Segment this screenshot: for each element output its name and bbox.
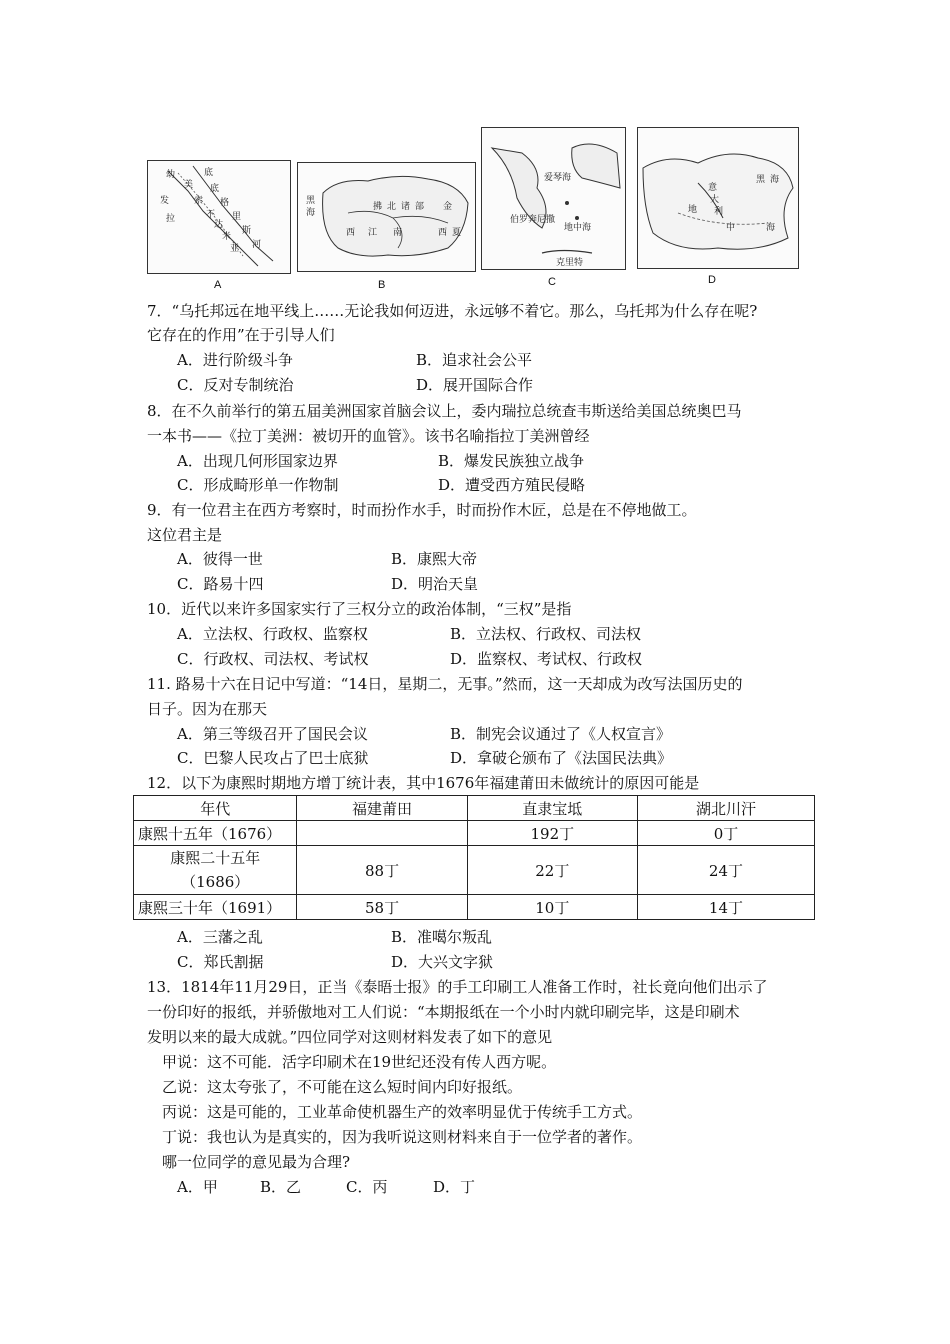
map-d-roman-empire [637,127,799,269]
map-a-mesopotamia [147,160,291,274]
q12-option-c[interactable]: C．郑氏割据 [177,953,264,971]
map-a-text-9: 亚 [230,244,240,254]
map-a-text-5: 索 [194,196,204,206]
table-cell: 10丁 [467,895,637,920]
q7-stem-line1: 7．“乌托邦远在地平线上……无论我如何迈进，永远够不着它。那么，乌托邦为什么存在呢? [147,302,758,320]
q7-option-a[interactable]: A．进行阶级斗争 [177,351,293,369]
map-c-text-3: 克里特 [556,258,584,268]
q7-option-c[interactable]: C．反对专制统治 [177,376,294,394]
map-b-text-10: 西 [438,228,448,238]
q10-option-b[interactable]: B．立法权、行政权、司法权 [450,625,642,643]
map-a-text-0: 幼 [166,170,176,180]
map-a-text-4: 美 [184,180,194,190]
map-a-text-13: 斯 [242,226,252,236]
map-d-text-5: 地 [688,205,698,215]
map-b-text-5: 部 [415,202,425,212]
table-cell: 192丁 [467,821,637,846]
map-b-text-2: 拂 [373,202,383,212]
map-a-label: A [214,279,222,291]
map-d-label: D [708,274,716,286]
q11-option-b[interactable]: B．制宪会议通过了《人权宣言》 [450,725,672,743]
q9-option-c[interactable]: C．路易十四 [177,575,264,593]
map-a-text-11: 格 [220,198,230,208]
q12-option-d[interactable]: D．大兴文字狱 [391,953,494,971]
q11-option-a[interactable]: A．第三等级召开了国民会议 [177,725,368,743]
map-c-text-1: 伯罗奔尼撒 [510,215,556,225]
q13-question: 哪一位同学的意见最为合理? [162,1153,351,1171]
map-b-text-1: 海 [306,208,316,218]
q10-option-c[interactable]: C．行政权、司法权、考试权 [177,650,369,668]
map-b-text-8: 江 [368,228,378,238]
q12-stem: 12．以下为康熙时期地方增丁统计表，其中1676年福建莆田未做统计的原因可能是 [147,774,700,792]
map-d-text-3: 黑 [756,175,766,185]
q8-option-b[interactable]: B．爆发民族独立战争 [438,452,585,470]
map-b-song-liao-xia [297,162,476,272]
table-cell: 88丁 [297,846,467,895]
map-b-text-9: 南 [393,228,403,238]
table-cell: 0丁 [637,821,814,846]
map-d-text-7: 海 [766,223,776,233]
q13-option-c[interactable]: C．丙 [346,1178,388,1196]
map-a-text-3: 底 [204,168,214,178]
table-cell: 24丁 [637,846,814,895]
map-a-text-1: 发 [160,196,170,206]
table-cell-year: 康熙十五年（1676） [134,821,297,846]
q11-stem-line2: 日子。因为在那天 [147,700,268,718]
table-header-cell: 湖北川汗 [637,796,814,821]
q13-opinion-bing: 丙说：这是可能的，工业革命使机器生产的效率明显优于传统手工方式。 [162,1103,643,1121]
map-b-text-7: 西 [346,228,356,238]
map-c-text-0: 爱琴海 [544,173,572,183]
q7-option-d[interactable]: D．展开国际合作 [416,376,534,394]
q13-option-a[interactable]: A．甲 [177,1178,218,1196]
map-c-greece [481,127,626,270]
q8-stem-line1: 8．在不久前举行的第五届美洲国家首脑会议上，委内瑞拉总统查韦斯送给美国总统奥巴马 [147,402,742,420]
map-d-drawing [638,128,798,268]
q11-stem-line1: 11. 路易十六在日记中写道：“14日，星期二，无事。”然而，这一天却成为改写法国历史的 [147,675,743,693]
q9-stem-line1: 9．有一位君主在西方考察时，时而扮作水手，时而扮作木匠，总是在不停地做工。 [147,501,697,519]
q12-option-a[interactable]: A．三藩之乱 [177,928,263,946]
q8-option-d[interactable]: D．遭受西方殖民侵略 [438,476,586,494]
map-a-text-6: 不 [206,210,216,220]
table-row [134,846,815,895]
map-b-text-11: 夏 [452,228,462,238]
map-a-text-12: 里 [232,212,242,222]
q9-option-d[interactable]: D．明治天皇 [391,575,479,593]
map-a-text-10: 底 [210,184,220,194]
map-a-text-14: 河 [252,240,262,250]
table-cell-year: 康熙三十年（1691） [134,895,297,920]
table-header-cell: 福建莆田 [297,796,467,821]
q13-stem-line1: 13．1814年11月29日，正当《泰晤士报》的手工印刷工人准备工作时，社长竟向他们出示了 [147,978,768,996]
q11-option-c[interactable]: C．巴黎人民攻占了巴士底狱 [177,749,369,767]
q13-stem-line2: 一份印好的报纸，并骄傲地对工人们说：“本期报纸在一个小时内就印刷完毕，这是印刷术 [147,1003,740,1021]
map-d-text-6: 中 [726,223,736,233]
q9-option-b[interactable]: B．康熙大帝 [391,550,478,568]
ding-statistics-table [133,795,815,920]
table-header-cell: 直隶宝坻 [467,796,637,821]
table-row [134,821,815,846]
table-cell-year [134,846,297,895]
table-cell-year-line1: 康熙二十五年 [170,849,261,867]
q10-option-a[interactable]: A．立法权、行政权、监察权 [177,625,368,643]
map-a-text-2: 拉 [166,214,176,224]
q9-stem-line2: 这位君主是 [147,526,223,544]
map-b-text-4: 诸 [401,202,411,212]
map-a-drawing [148,161,290,273]
map-c-drawing [482,128,625,269]
q12-option-b[interactable]: B．准噶尔叛乱 [391,928,493,946]
table-cell: 58丁 [297,895,467,920]
map-b-drawing [298,163,475,271]
map-d-text-1: 大 [710,195,720,205]
q13-stem-line3: 发明以来的最大成就。”四位同学对这则材料发表了如下的意见 [147,1028,553,1046]
map-b-text-6: 金 [443,202,453,212]
q13-option-d[interactable]: D．丁 [433,1178,476,1196]
q13-option-b[interactable]: B．乙 [260,1178,302,1196]
q10-option-d[interactable]: D．监察权、考试权、行政权 [450,650,643,668]
map-c-text-2: 地中海 [564,223,592,233]
table-cell: 14丁 [637,895,814,920]
q13-opinion-yi: 乙说：这太夸张了，不可能在这么短时间内印好报纸。 [162,1078,523,1096]
q9-option-a[interactable]: A．彼得一世 [177,550,263,568]
q13-opinion-ding: 丁说：我也认为是真实的，因为我听说这则材料来自于一位学者的著作。 [162,1128,643,1146]
q13-opinion-jia: 甲说：这不可能．活字印刷术在19世纪还没有传人西方呢。 [162,1053,557,1071]
table-cell: 22丁 [467,846,637,895]
q8-option-a[interactable]: A．出现几何形国家边界 [177,452,338,470]
map-b-text-3: 北 [387,202,397,212]
map-d-text-4: 海 [770,175,780,185]
table-cell [297,821,467,846]
table-header-cell: 年代 [134,796,297,821]
map-d-text-0: 意 [708,183,718,193]
q11-option-d[interactable]: D．拿破仑颁布了《法国民法典》 [450,749,673,767]
table-header-row [134,796,815,821]
q8-option-c[interactable]: C．形成畸形单一作物制 [177,476,339,494]
q10-stem: 10．近代以来许多国家实行了三权分立的政治体制，“三权”是指 [147,600,572,618]
q8-stem-line2: 一本书——《拉丁美洲：被切开的血管》。该书名喻指拉丁美洲曾经 [147,427,590,445]
table-cell-year-line2: （1686） [181,873,250,891]
map-c-label: C [548,276,556,288]
q7-option-b[interactable]: B．追求社会公平 [416,351,533,369]
q7-stem-line2: 它存在的作用”在于引导人们 [147,326,335,344]
map-a-text-7: 达 [214,220,224,230]
map-a-text-8: 米 [222,232,232,242]
map-b-label: B [378,279,386,291]
map-d-text-2: 利 [714,207,724,217]
map-b-text-0: 黑 [306,196,316,206]
table-row [134,895,815,920]
